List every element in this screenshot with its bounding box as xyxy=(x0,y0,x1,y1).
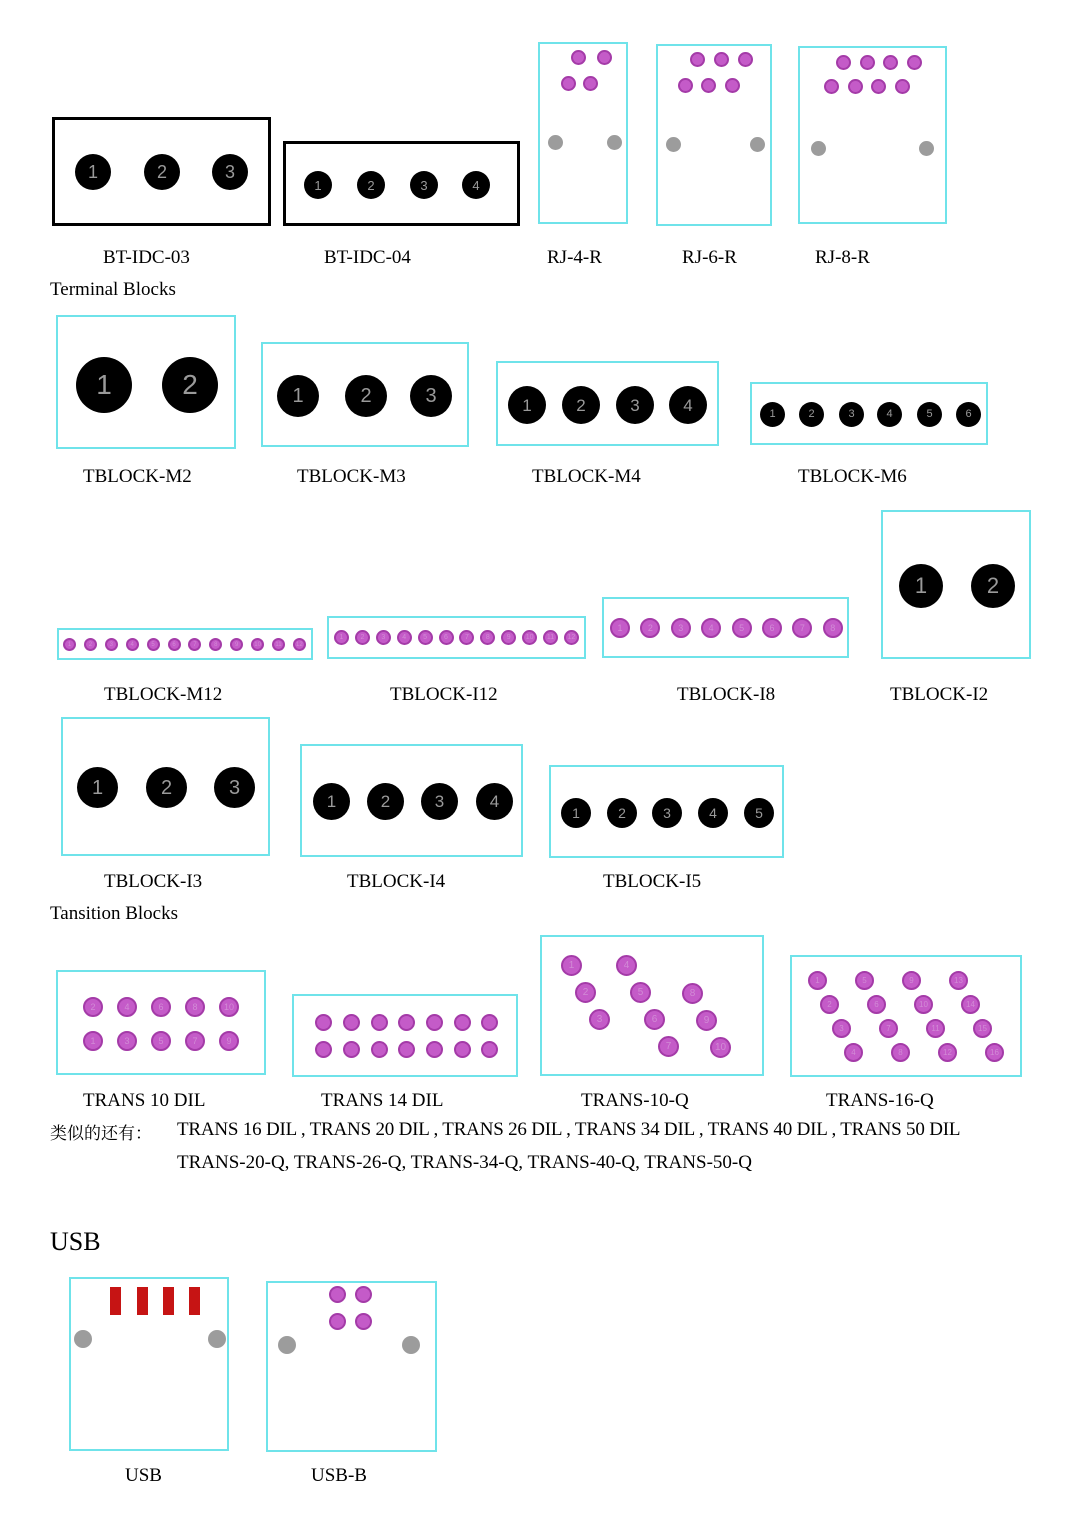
pad-15: 15 xyxy=(973,1019,992,1038)
label-tblock-m2: TBLOCK-M2 xyxy=(83,466,192,487)
pad-3: 3 xyxy=(410,375,452,417)
tblock-m12-footprint xyxy=(57,628,313,660)
tblock-i3-footprint xyxy=(61,717,270,856)
pad-1: 1 xyxy=(83,1031,103,1051)
pad-8: 8 xyxy=(480,630,495,645)
pad-1: 1 xyxy=(760,402,785,427)
pad xyxy=(371,1041,388,1058)
pad-3: 3 xyxy=(410,171,438,199)
pad-7: 7 xyxy=(459,630,474,645)
trans-10-q-footprint xyxy=(540,935,764,1076)
tblock-i8-footprint xyxy=(602,597,849,658)
pad-6: 6 xyxy=(644,1009,665,1030)
pad-9: 9 xyxy=(219,1031,239,1051)
label-bt-idc-04: BT-IDC-04 xyxy=(324,247,411,268)
pad-2: 2 xyxy=(144,154,180,190)
pad xyxy=(583,76,598,91)
pad xyxy=(189,1287,200,1315)
pad xyxy=(454,1014,471,1031)
label-trans-14-dil: TRANS 14 DIL xyxy=(321,1090,444,1111)
pad-5: 5 xyxy=(147,638,160,651)
rj-8-r-footprint xyxy=(798,46,947,224)
bt-idc-03-footprint xyxy=(52,117,271,226)
pad xyxy=(329,1286,346,1303)
pad-12: 12 xyxy=(293,638,306,651)
pad-1: 1 xyxy=(508,386,546,424)
rj-4-r-footprint xyxy=(538,42,628,224)
pad-1: 1 xyxy=(610,618,630,638)
pad-2: 2 xyxy=(971,564,1015,608)
pad-2: 2 xyxy=(146,767,187,808)
tblock-i5-footprint xyxy=(549,765,784,858)
pad xyxy=(315,1014,332,1031)
label-tblock-i4: TBLOCK-I4 xyxy=(347,871,446,892)
pad xyxy=(597,50,612,65)
pad-1: 1 xyxy=(76,357,132,413)
pad-16: 16 xyxy=(985,1043,1004,1062)
pad-6: 6 xyxy=(762,618,782,638)
pad-4: 4 xyxy=(844,1043,863,1062)
pad-3: 3 xyxy=(839,402,864,427)
trans-16-q-footprint xyxy=(790,955,1022,1077)
label-usb-b: USB-B xyxy=(311,1465,367,1486)
similar-line-1: TRANS 16 DIL , TRANS 20 DIL , TRANS 26 DIL , TRANS 34 DIL , TRANS 40 DIL , TRANS 50 DIL xyxy=(177,1119,961,1140)
pad-1: 1 xyxy=(334,630,349,645)
pad xyxy=(836,55,851,70)
pad xyxy=(714,52,729,67)
pad xyxy=(355,1286,372,1303)
pad-2: 2 xyxy=(640,618,660,638)
pad-9: 9 xyxy=(230,638,243,651)
pad xyxy=(454,1041,471,1058)
pad-1: 1 xyxy=(75,154,111,190)
pad xyxy=(329,1313,346,1330)
usb-footprint xyxy=(69,1277,229,1451)
pad-6: 6 xyxy=(168,638,181,651)
pad xyxy=(860,55,875,70)
mount-hole xyxy=(278,1336,296,1354)
pad-3: 3 xyxy=(589,1009,610,1030)
tblock-m3-footprint xyxy=(261,342,469,447)
pad-10: 10 xyxy=(710,1037,731,1058)
pad-4: 4 xyxy=(476,783,513,820)
label-tblock-m3: TBLOCK-M3 xyxy=(297,466,406,487)
pad-8: 8 xyxy=(823,618,843,638)
label-tblock-m4: TBLOCK-M4 xyxy=(532,466,641,487)
pad-1: 1 xyxy=(277,375,319,417)
pad-10: 10 xyxy=(522,630,537,645)
pad-8: 8 xyxy=(682,983,703,1004)
label-trans-10-dil: TRANS 10 DIL xyxy=(83,1090,206,1111)
pad xyxy=(690,52,705,67)
label-usb: USB xyxy=(125,1465,162,1486)
label-trans-16-q: TRANS-16-Q xyxy=(826,1090,934,1111)
pad-2: 2 xyxy=(83,997,103,1017)
label-bt-idc-03: BT-IDC-03 xyxy=(103,247,190,268)
trans-14-dil-footprint xyxy=(292,994,518,1077)
pad-2: 2 xyxy=(355,630,370,645)
pad xyxy=(883,55,898,70)
pad-5: 5 xyxy=(418,630,433,645)
pad-9: 9 xyxy=(696,1010,717,1031)
pad xyxy=(355,1313,372,1330)
pad-5: 5 xyxy=(855,971,874,990)
pad-4: 4 xyxy=(126,638,139,651)
pad-4: 4 xyxy=(397,630,412,645)
pad-2: 2 xyxy=(367,783,404,820)
pad-1: 1 xyxy=(899,564,943,608)
pad xyxy=(398,1041,415,1058)
pad xyxy=(163,1287,174,1315)
pad-2: 2 xyxy=(84,638,97,651)
pad-8: 8 xyxy=(209,638,222,651)
pad-6: 6 xyxy=(867,995,886,1014)
pad xyxy=(343,1041,360,1058)
tblock-i4-footprint xyxy=(300,744,523,857)
label-tblock-i3: TBLOCK-I3 xyxy=(104,871,203,892)
label-tblock-i2: TBLOCK-I2 xyxy=(890,684,989,705)
pad xyxy=(895,79,910,94)
pad-3: 3 xyxy=(671,618,691,638)
pad-11: 11 xyxy=(272,638,285,651)
pad-2: 2 xyxy=(799,402,824,427)
tblock-m6-footprint xyxy=(750,382,988,445)
pad-2: 2 xyxy=(357,171,385,199)
pad-3: 3 xyxy=(212,154,248,190)
pad-3: 3 xyxy=(105,638,118,651)
pad-2: 2 xyxy=(820,995,839,1014)
pad-1: 1 xyxy=(77,767,118,808)
pad-7: 7 xyxy=(792,618,812,638)
pad-5: 5 xyxy=(732,618,752,638)
pad-3: 3 xyxy=(832,1019,851,1038)
pad-6: 6 xyxy=(439,630,454,645)
mount-hole xyxy=(548,135,563,150)
pad-2: 2 xyxy=(562,386,600,424)
pad-5: 5 xyxy=(917,402,942,427)
similar-prefix: 类似的还有： xyxy=(50,1124,152,1144)
mount-hole xyxy=(208,1330,226,1348)
pad-1: 1 xyxy=(304,171,332,199)
pad-12: 12 xyxy=(564,630,579,645)
label-tblock-i5: TBLOCK-I5 xyxy=(603,871,702,892)
pad xyxy=(481,1041,498,1058)
pad-13: 13 xyxy=(949,971,968,990)
pad-11: 11 xyxy=(543,630,558,645)
section-terminal-blocks: Terminal Blocks xyxy=(50,279,176,300)
pad-7: 7 xyxy=(188,638,201,651)
pad-3: 3 xyxy=(616,386,654,424)
mount-hole xyxy=(750,137,765,152)
pad-7: 7 xyxy=(879,1019,898,1038)
pad-14: 14 xyxy=(961,995,980,1014)
pad-10: 10 xyxy=(914,995,933,1014)
pad-4: 4 xyxy=(698,798,728,828)
pad-5: 5 xyxy=(630,982,651,1003)
pad-3: 3 xyxy=(214,767,255,808)
pad xyxy=(371,1014,388,1031)
mount-hole xyxy=(74,1330,92,1348)
pad-1: 1 xyxy=(63,638,76,651)
pad-4: 4 xyxy=(701,618,721,638)
mount-hole xyxy=(607,135,622,150)
pad-1: 1 xyxy=(561,798,591,828)
mount-hole xyxy=(402,1336,420,1354)
label-tblock-i12: TBLOCK-I12 xyxy=(390,684,498,705)
pad-4: 4 xyxy=(616,955,637,976)
pad-8: 8 xyxy=(891,1043,910,1062)
tblock-i2-footprint xyxy=(881,510,1031,659)
pad-1: 1 xyxy=(561,955,582,976)
pad xyxy=(426,1041,443,1058)
pad xyxy=(343,1014,360,1031)
label-rj-6-r: RJ-6-R xyxy=(682,247,737,268)
pad-7: 7 xyxy=(185,1031,205,1051)
label-tblock-m6: TBLOCK-M6 xyxy=(798,466,907,487)
pad-2: 2 xyxy=(162,357,218,413)
pad-1: 1 xyxy=(313,783,350,820)
label-rj-8-r: RJ-8-R xyxy=(815,247,870,268)
pad-10: 10 xyxy=(219,997,239,1017)
pad xyxy=(481,1014,498,1031)
pad-4: 4 xyxy=(117,997,137,1017)
pad-4: 4 xyxy=(877,402,902,427)
pad-5: 5 xyxy=(151,1031,171,1051)
pad-11: 11 xyxy=(926,1019,945,1038)
pad xyxy=(137,1287,148,1315)
pad-2: 2 xyxy=(575,982,596,1003)
pad-7: 7 xyxy=(658,1036,679,1057)
pad xyxy=(426,1014,443,1031)
pad-1: 1 xyxy=(808,971,827,990)
pad xyxy=(571,50,586,65)
pad xyxy=(725,78,740,93)
pad-2: 2 xyxy=(607,798,637,828)
pad xyxy=(315,1041,332,1058)
section-transition-blocks: Tansition Blocks xyxy=(50,903,178,924)
pad-6: 6 xyxy=(151,997,171,1017)
pad xyxy=(824,79,839,94)
tblock-m2-footprint xyxy=(56,315,236,449)
pad xyxy=(398,1014,415,1031)
pad-4: 4 xyxy=(669,386,707,424)
pad-3: 3 xyxy=(117,1031,137,1051)
mount-hole xyxy=(811,141,826,156)
pad-6: 6 xyxy=(956,402,981,427)
pad-10: 10 xyxy=(251,638,264,651)
mount-hole xyxy=(919,141,934,156)
tblock-i12-footprint xyxy=(327,616,586,659)
label-tblock-m12: TBLOCK-M12 xyxy=(104,684,223,705)
pad xyxy=(561,76,576,91)
pad-4: 4 xyxy=(462,171,490,199)
label-trans-10-q: TRANS-10-Q xyxy=(581,1090,689,1111)
pad-9: 9 xyxy=(902,971,921,990)
pad xyxy=(907,55,922,70)
trans-10-dil-footprint xyxy=(56,970,266,1075)
mount-hole xyxy=(666,137,681,152)
tblock-m4-footprint xyxy=(496,361,719,446)
pad xyxy=(738,52,753,67)
pad xyxy=(701,78,716,93)
pad xyxy=(110,1287,121,1315)
section-usb: USB xyxy=(50,1227,101,1256)
label-tblock-i8: TBLOCK-I8 xyxy=(677,684,776,705)
similar-line-2: TRANS-20-Q, TRANS-26-Q, TRANS-34-Q, TRANS-40-Q, TRANS-50-Q xyxy=(177,1152,752,1173)
pad xyxy=(848,79,863,94)
pad-2: 2 xyxy=(345,375,387,417)
usb-b-footprint xyxy=(266,1281,437,1452)
pad-8: 8 xyxy=(185,997,205,1017)
rj-6-r-footprint xyxy=(656,44,772,226)
pad-12: 12 xyxy=(938,1043,957,1062)
pad xyxy=(678,78,693,93)
label-rj-4-r: RJ-4-R xyxy=(547,247,602,268)
pad-9: 9 xyxy=(501,630,516,645)
pad-3: 3 xyxy=(652,798,682,828)
pad-3: 3 xyxy=(421,783,458,820)
pad xyxy=(871,79,886,94)
pad-3: 3 xyxy=(376,630,391,645)
pad-5: 5 xyxy=(744,798,774,828)
bt-idc-04-footprint xyxy=(283,141,520,226)
